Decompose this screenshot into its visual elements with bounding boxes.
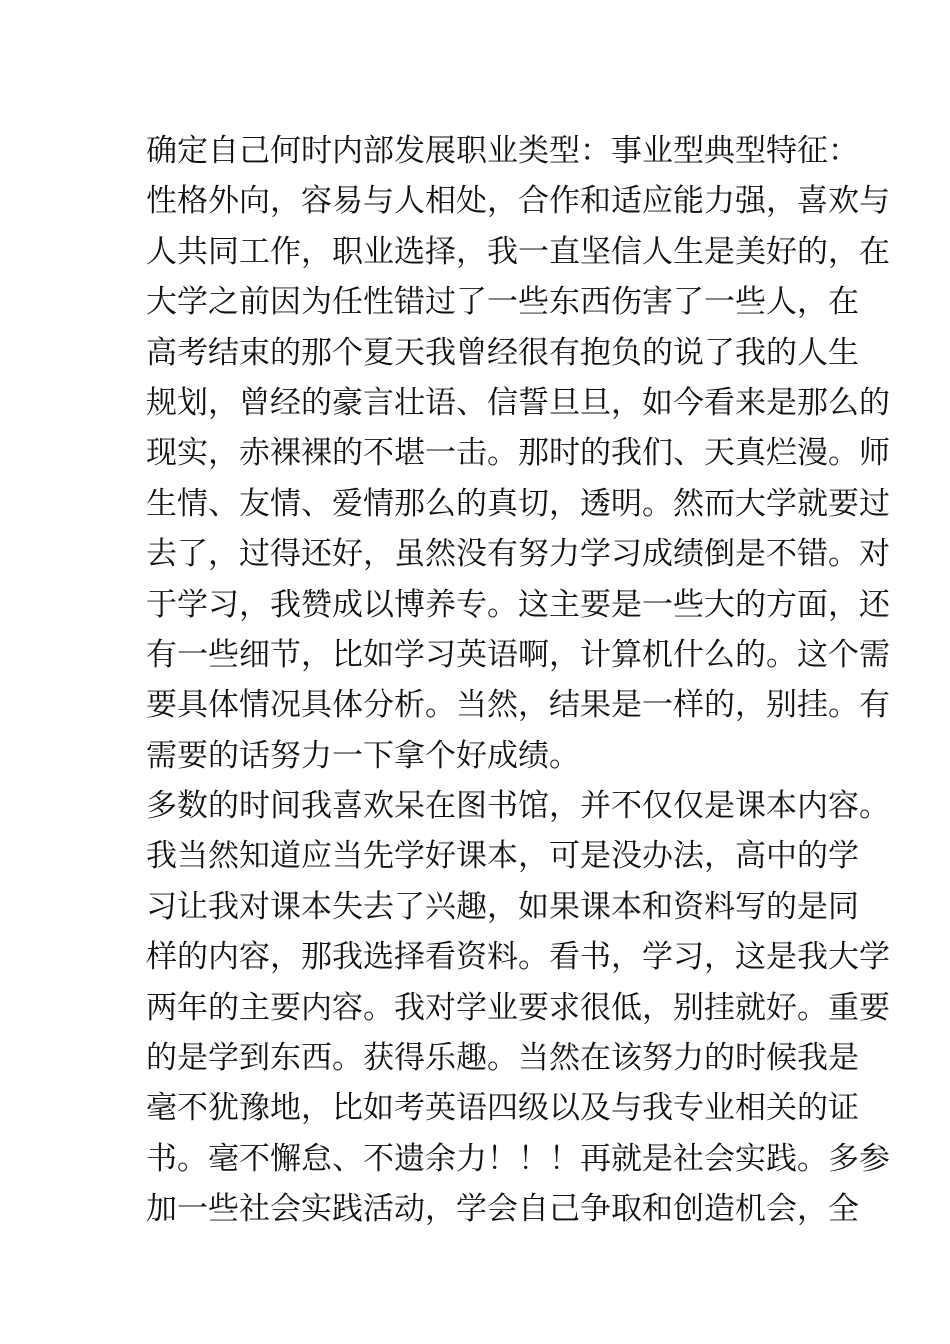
text-line: 毫不犹豫地，比如考英语四级以及与我专业相关的证 [146,1090,859,1127]
text-line: 多数的时间我喜欢呆在图书馆，并不仅仅是课本内容。 [146,788,890,825]
text-line: 我当然知道应当先学好课本，可是没办法，高中的学 [146,838,859,875]
text-line: 生情、友情、爱情那么的真切，透明。然而大学就要过 [146,485,890,522]
text-line: 习让我对课本失去了兴趣，如果课本和资料写的是同 [146,888,859,925]
text-line: 需要的话努力一下拿个好成绩。 [146,737,580,774]
text-line: 于学习，我赞成以博养专。这主要是一些大的方面，还 [146,586,890,623]
text-line: 两年的主要内容。我对学业要求很低，别挂就好。重要 [146,989,890,1026]
body-text [146,126,890,1235]
text-line: 书。毫不懈怠、不遗余力！！！再就是社会实践。多参 [146,1140,890,1177]
text-line: 加一些社会实践活动，学会自己争取和创造机会，全 [146,1191,859,1228]
text-line: 性格外向，容易与人相处，合作和适应能力强，喜欢与 [146,183,890,220]
text-line: 的是学到东西。获得乐趣。当然在该努力的时候我是 [146,1040,859,1077]
text-line: 高考结束的那个夏天我曾经很有抱负的说了我的人生 [146,334,859,371]
text-line: 要具体情况具体分析。当然，结果是一样的，别挂。有 [146,687,890,724]
text-line: 确定自己何时内部发展职业类型：事业型典型特征： [146,133,859,169]
text-line: 大学之前因为任性错过了一些东西伤害了一些人，在 [146,284,859,321]
text-line: 样的内容，那我选择看资料。看书，学习，这是我大学 [146,939,890,976]
text-line: 人共同工作，职业选择，我一直坚信人生是美好的，在 [146,233,890,270]
text-line: 规划，曾经的豪言壮语、信誓旦旦，如今看来是那么的 [146,384,890,421]
text-line: 现实，赤裸裸的不堪一击。那时的我们、天真烂漫。师 [146,435,890,472]
text-line: 去了，过得还好，虽然没有努力学习成绩倒是不错。对 [146,536,890,573]
text-line: 有一些细节，比如学习英语啊，计算机什么的。这个需 [146,636,890,673]
